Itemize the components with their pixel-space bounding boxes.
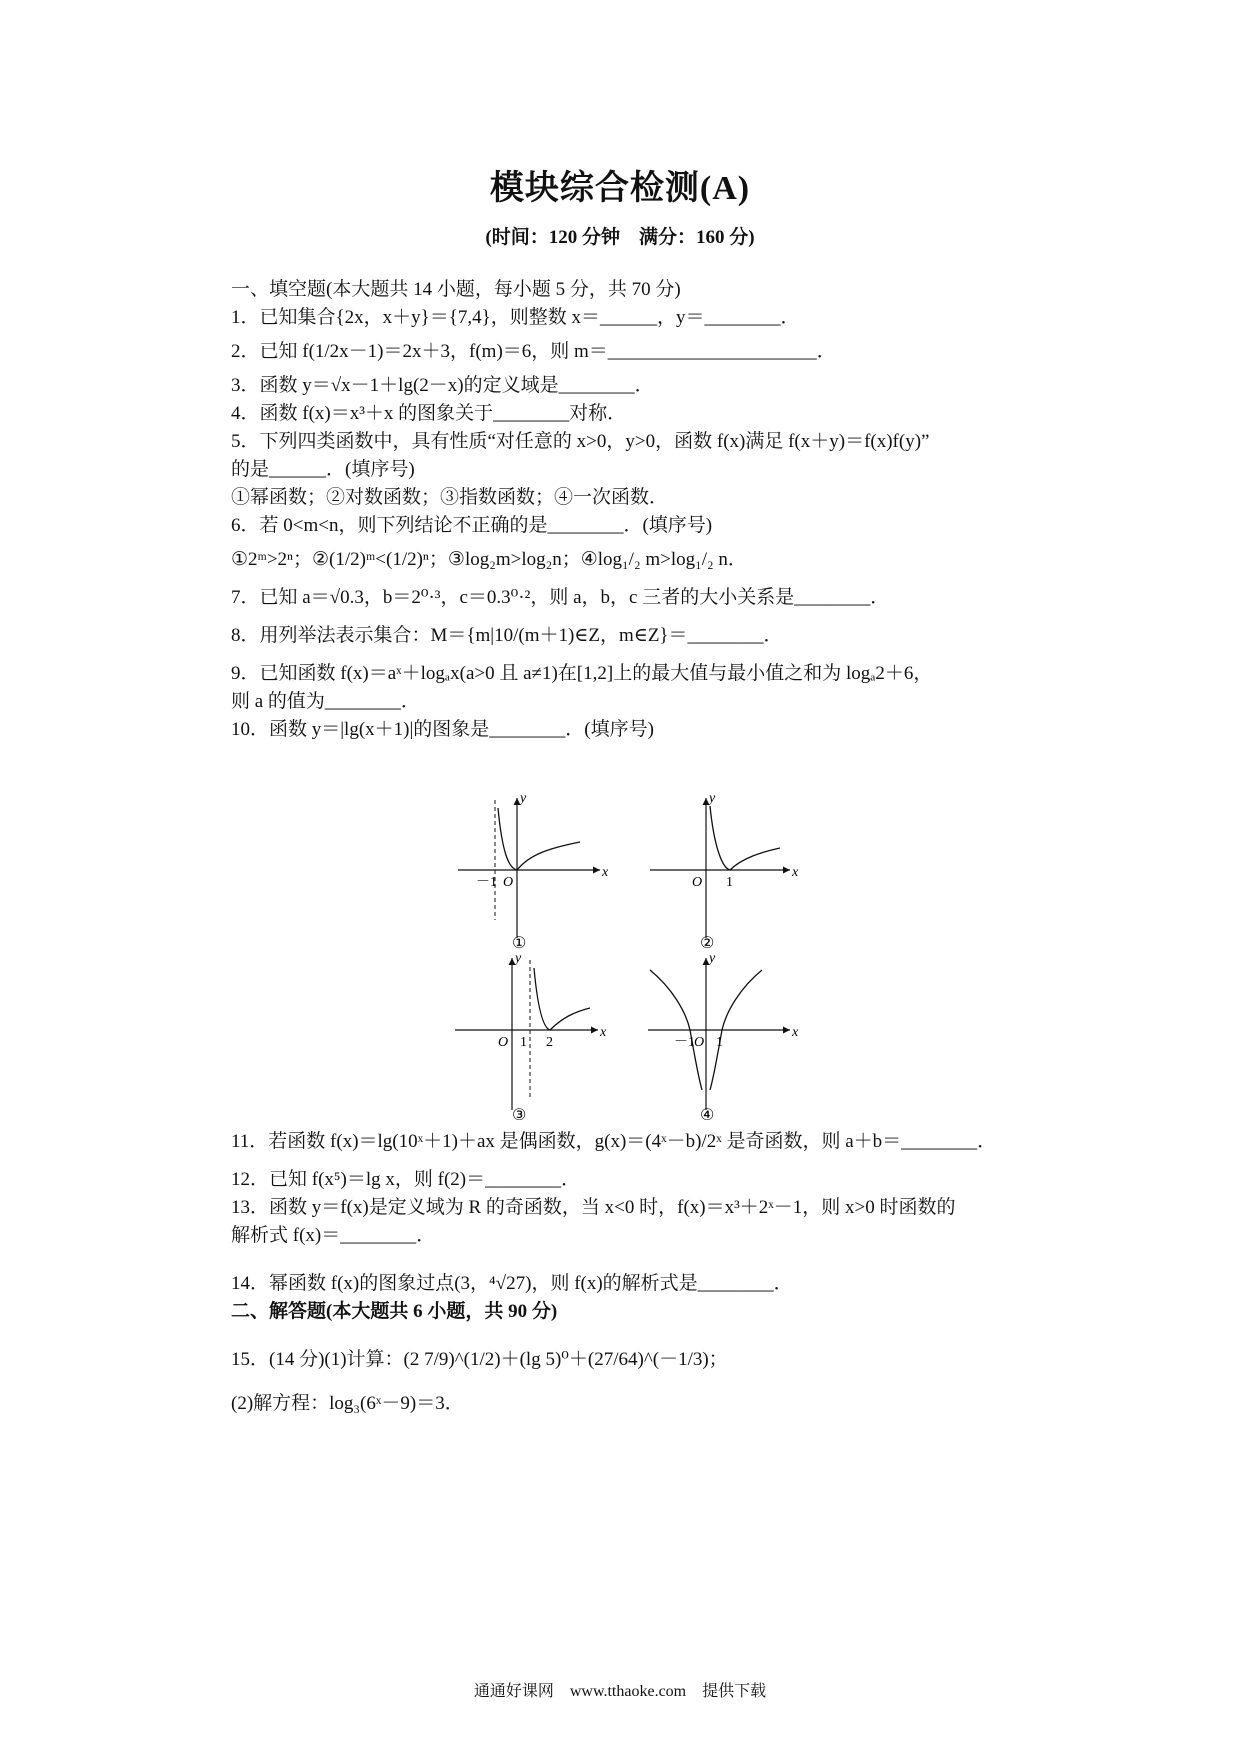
page-subtitle: (时间：120 分钟 满分：160 分) — [485, 227, 755, 248]
graph-3-tick-2: 2 — [546, 1035, 553, 1050]
graph-1 — [458, 791, 609, 952]
graph-1-x-label: x — [602, 865, 609, 880]
question-list-continued — [231, 1128, 1051, 1418]
question-6: 6．若 0<m<n，则下列结论不正确的是________．(填序号) — [231, 515, 713, 536]
question-5-line-1: 5．下列四类函数中，具有性质“对任意的 x>0，y>0，函数 f(x)满足 f(x＋y)＝f(x)f(y)” — [231, 431, 930, 452]
graph-3-origin: O — [498, 1035, 509, 1050]
question-11: 11．若函数 f(x)＝lg(10ˣ＋1)＋ax 是偶函数，g(x)＝(4ˣ－b)/2ˣ 是奇函数，则 a＋b＝________． — [231, 1131, 997, 1152]
question-5-options: ①幂函数；②对数函数；③指数函数；④一次函数． — [231, 487, 669, 508]
question-10: 10．函数 y＝|lg(x＋1)|的图象是________．(填序号) — [231, 719, 654, 740]
graph-2-x-label: x — [792, 865, 799, 880]
graph-1-origin: O — [503, 875, 514, 890]
question-14: 14．幂函数 f(x)的图象过点(3，⁴√27)，则 f(x)的解析式是________． — [231, 1273, 793, 1294]
page-title: 模块综合检测(A) — [489, 170, 751, 207]
question-3: 3．函数 y＝√x－1＋lg(2－x)的定义域是________． — [231, 375, 654, 396]
graph-2-origin: O — [692, 875, 703, 890]
question-13-line-2: 解析式 f(x)＝________． — [231, 1225, 436, 1246]
question-list — [231, 276, 1051, 744]
graph-2-label: ② — [700, 935, 715, 952]
graph-3-y-label: y — [515, 951, 522, 966]
graph-4-tick-2: 1 — [716, 1035, 723, 1050]
graph-3 — [455, 951, 607, 1120]
question-5-line-2: 的是______．(填序号) — [231, 459, 415, 480]
graph-2-tick: 1 — [726, 875, 733, 890]
graph-2-y-label: y — [709, 791, 716, 806]
graph-3-tick-1: 1 — [520, 1035, 527, 1050]
graph-4-origin: O — [694, 1035, 705, 1050]
question-15-part-1: 15．(14 分)(1)计算：(2 7/9)^(1/2)＋(lg 5)⁰＋(27/64)^(－1/3)； — [231, 1349, 728, 1370]
graph-3-label: ③ — [512, 1107, 527, 1120]
graph-4 — [648, 951, 799, 1120]
graph-1-y-label: y — [520, 791, 527, 806]
graph-1-tick: －1 — [476, 875, 497, 890]
graph-3-x-label: x — [600, 1025, 607, 1040]
graph-1-label: ① — [512, 935, 527, 952]
question-13-line-1: 13．函数 y＝f(x)是定义域为 R 的奇函数，当 x<0 时，f(x)＝x³＋2ˣ－1，则 x>0 时函数的 — [231, 1197, 956, 1218]
question-6-options: ①2ᵐ>2ⁿ；②(1/2)ᵐ<(1/2)ⁿ；③log₂m>log₂n；④log₁/₂ m>log₁/₂ n． — [231, 549, 747, 570]
question-2: 2．已知 f(1/2x－1)＝2x＋3，f(m)＝6，则 m＝______________________． — [231, 341, 836, 362]
page-footer: 通通好课网 www.tthaoke.com 提供下载 — [473, 1683, 767, 1700]
section-heading-solutions: 二、解答题(本大题共 6 小题，共 90 分) — [231, 1301, 558, 1322]
graph-4-x-label: x — [792, 1025, 799, 1040]
question-7: 7．已知 a＝√0.3，b＝2⁰·³，c＝0.3⁰·²，则 a，b，c 三者的大小关系是________． — [231, 587, 890, 608]
graph-4-tick-1: －1 — [674, 1035, 695, 1050]
question-10-graphs — [450, 790, 830, 1120]
question-8: 8．用列举法表示集合：M＝{m|10/(m＋1)∈Z，m∈Z}＝________． — [231, 625, 783, 646]
question-9-line-2: 则 a 的值为________． — [231, 691, 420, 712]
question-9-line-1: 9．已知函数 f(x)＝aˣ＋logₐx(a>0 且 a≠1)在[1,2]上的最大值与最小值之和为 logₐ2＋6， — [231, 663, 933, 684]
question-4: 4．函数 f(x)＝x³＋x 的图象关于________对称． — [231, 403, 627, 424]
question-12: 12．已知 f(x⁵)＝lg x，则 f(2)＝________． — [231, 1169, 581, 1190]
graph-4-label: ④ — [700, 1107, 715, 1120]
question-1: 1．已知集合{2x，x＋y}＝{7,4}，则整数 x＝______，y＝________． — [231, 307, 800, 328]
question-15-part-2: (2)解方程：log₃(6ˣ－9)＝3． — [231, 1393, 464, 1414]
graph-4-y-label: y — [709, 951, 716, 966]
graph-2 — [650, 791, 799, 952]
section-heading-fill-in: 一、填空题(本大题共 14 小题，每小题 5 分，共 70 分) — [231, 279, 681, 300]
